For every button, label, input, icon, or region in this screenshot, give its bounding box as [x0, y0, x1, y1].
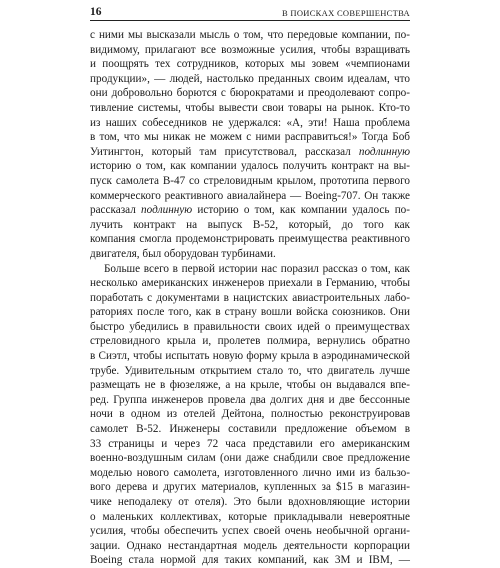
text-line — [90, 524, 410, 539]
italic-text: подлинную — [141, 204, 193, 217]
text-line — [90, 422, 410, 437]
text-segment: историю о том, как компании удалось по- — [192, 204, 410, 217]
text-line — [90, 364, 410, 379]
text-segment: двигателя, был оборудован турбинами. — [90, 247, 276, 260]
text-line — [90, 203, 410, 218]
text-segment: с ними мы высказали мысль о том, что передовые компании, по- — [90, 29, 410, 41]
text-segment: быстро убедились в правильности своих идей о преимуществах — [90, 320, 410, 333]
text-line — [90, 480, 410, 495]
running-head: В ПОИСКАХ СОВЕРШЕНСТВА — [282, 8, 410, 18]
text-segment: Уитингтон, который там присутствовал, рассказал — [90, 145, 359, 158]
text-line — [90, 553, 410, 568]
text-segment: 33 страницы и через 72 часа представили его американским — [90, 437, 410, 450]
text-line — [90, 451, 410, 466]
text-line — [90, 43, 410, 58]
text-segment: ночи в одном из отелей Дейтона, полностью реконструировав — [90, 408, 410, 421]
text-line — [90, 57, 410, 72]
text-line — [90, 174, 410, 189]
text-segment: коммерческого реактивного авиалайнера — Boeing-707. Он также — [90, 189, 410, 202]
text-line — [90, 393, 410, 408]
text-segment: они добровольно борются с бюрократами и преодолевают сопро- — [90, 87, 410, 100]
text-line — [90, 218, 410, 233]
text-line — [90, 116, 410, 131]
text-segment: и поощрять тех сотрудников, которых мы зовем «чемпионами — [90, 58, 410, 71]
text-segment: вого дерева и других материалов, купленных за $15 в магазин- — [90, 481, 410, 494]
text-line — [90, 539, 410, 554]
text-segment: стреловидного крыла и, пролетев полмира, вернулись обратно — [90, 335, 410, 348]
text-line — [90, 189, 410, 204]
text-segment: продукции», — людей, настолько преданных своим идеалам, что — [90, 72, 410, 85]
text-segment: усилия, чтобы обеспечить успех своей очень необычной органи- — [90, 525, 410, 538]
body-text — [90, 28, 410, 568]
text-line — [90, 510, 410, 525]
text-segment: компания смогла продемонстрировать преимущества реактивного — [90, 233, 410, 246]
text-line — [90, 305, 410, 320]
text-segment: самолет В-52. Инженеры составили предложение объемом в — [90, 423, 410, 436]
text-line — [90, 466, 410, 481]
text-segment: рассказал — [90, 204, 142, 217]
text-line — [90, 320, 410, 335]
text-segment: ред. Группа инженеров провела два долгих дня и две бессонные — [90, 393, 410, 406]
text-segment: поработать с документами в нацистских авиастроительных лабо- — [90, 291, 410, 304]
text-segment: видимому, прилагают все возможные усилия, чтобы взращивать — [90, 43, 410, 56]
text-line — [90, 437, 410, 452]
text-segment: пуск самолета В-47 со стреловидным крылом, прототипа первого — [90, 174, 410, 187]
text-line — [90, 407, 410, 422]
text-line — [90, 495, 410, 510]
text-segment: военно-воздушным силам (они даже снабдили свое предложение — [90, 452, 410, 465]
text-segment: зации. Однако нестандартная модель деятельности корпорации — [90, 539, 410, 552]
text-segment: тивление системы, чтобы вывести свои товары на рынок. Кто-то — [90, 101, 410, 114]
text-segment: несколько американских инженеров приехали в Германию, чтобы — [90, 277, 410, 290]
text-line — [90, 349, 410, 364]
text-line — [90, 101, 410, 116]
text-segment: о маленьких коллективах, которые прикладывали невероятные — [90, 510, 410, 523]
text-segment: в Сиэтл, чтобы испытать новую форму крыла в аэродинамической — [90, 350, 410, 363]
text-line — [90, 247, 410, 262]
page-number: 16 — [90, 6, 102, 18]
text-segment: историю о том, как компании удалось получить контракт на вы- — [90, 160, 410, 173]
text-segment: моделью нового самолета, изготовленного лично ими из бальзо- — [90, 466, 410, 479]
text-segment: трубе. Удивительным открытием стало то, что двигатель лучше — [90, 364, 410, 377]
text-line — [90, 86, 410, 101]
text-line — [90, 28, 410, 43]
text-line — [90, 130, 410, 145]
text-segment: в том, что мы никак не можем с ними расправиться!» Тогда Боб — [90, 131, 410, 144]
text-line — [90, 262, 410, 277]
text-line — [90, 145, 410, 160]
text-segment: лучить контракт на выпуск В-52, который, до того как — [90, 218, 410, 231]
text-line — [90, 291, 410, 306]
text-segment: Больше всего в первой истории нас поразил рассказ о том, как — [104, 262, 410, 275]
text-segment: размещать не в фюзеляже, а на крыле, чтобы он выдавался впе- — [90, 379, 410, 392]
text-segment: Boeing стала нормой для таких компаний, как 3M и IBM, — — [90, 554, 410, 567]
text-line — [90, 232, 410, 247]
text-line — [90, 334, 410, 349]
text-segment: из наших собеседников не удержался: «А, эти! Наша проблема — [90, 116, 410, 129]
italic-text: подлинную — [358, 145, 410, 158]
text-segment: раториях после того, как в страну вошли войска союзников. Они — [90, 306, 410, 319]
page-header — [90, 6, 410, 21]
text-line — [90, 72, 410, 87]
text-line — [90, 276, 410, 291]
text-line — [90, 159, 410, 174]
text-segment: чике неподалеку от отеля). Это были вдохновляющие истории — [90, 496, 410, 508]
text-line — [90, 378, 410, 393]
